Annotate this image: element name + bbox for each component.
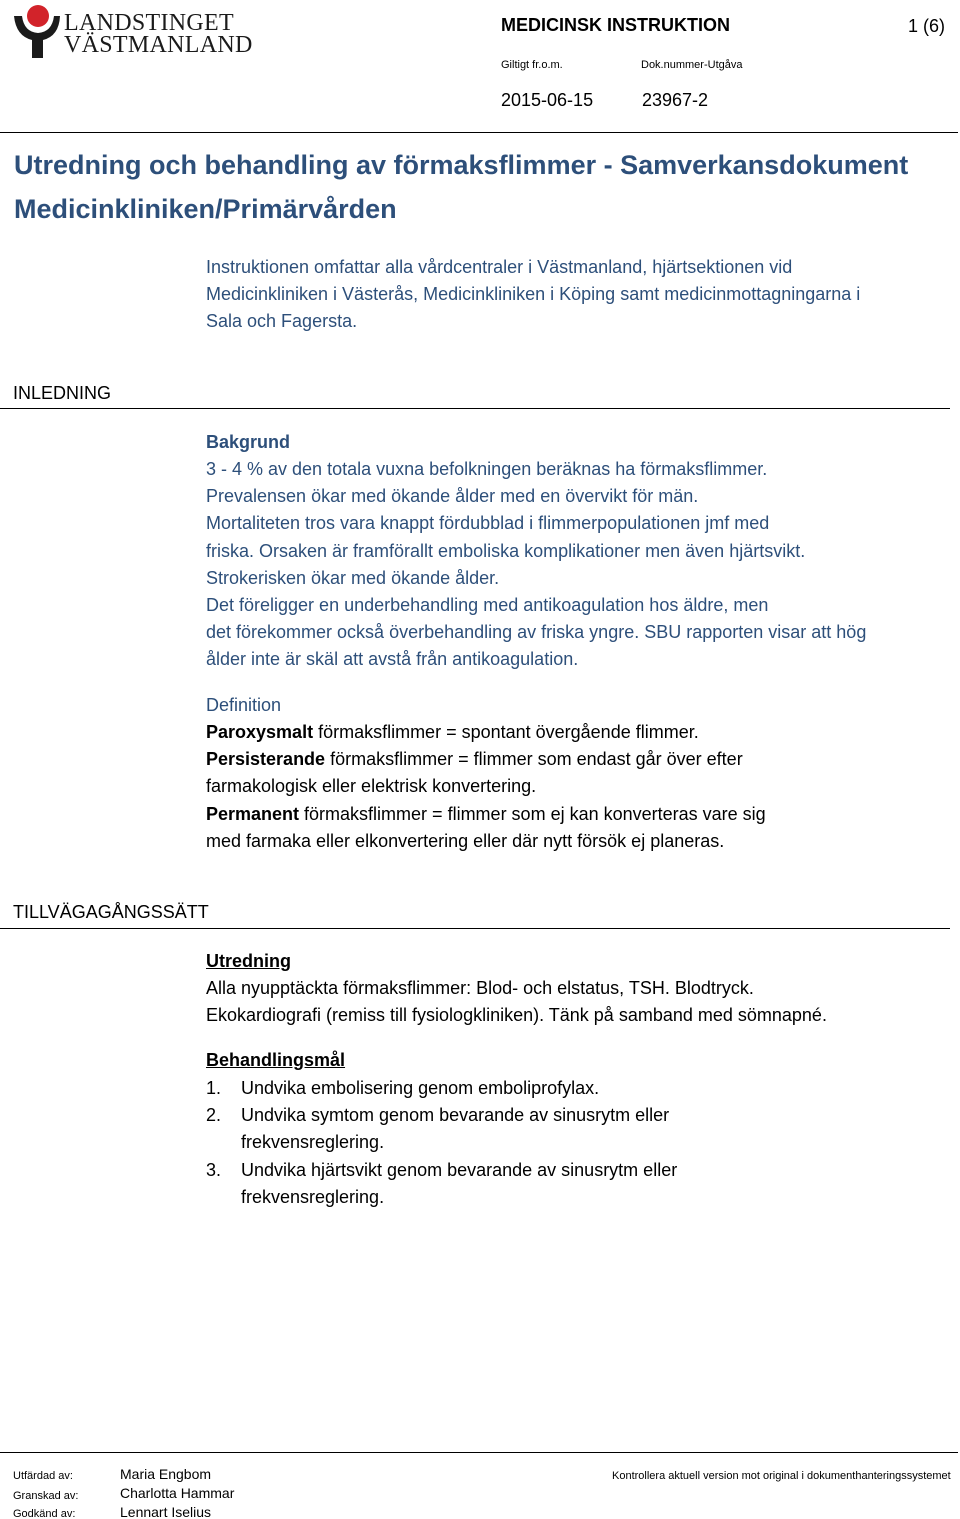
issued-by-label: Utfärdad av: xyxy=(13,1470,73,1482)
definition-item: Persisterande förmaksflimmer = flimmer som endast går över efter xyxy=(206,749,743,770)
logo-emblem-icon xyxy=(12,2,60,58)
definition-item: Permanent förmaksflimmer = flimmer som ej kan konverteras vare sig xyxy=(206,803,766,824)
page-title: Utredning och behandling av förmaksflimmer - Samverkansdokument xyxy=(14,150,909,180)
behandlingsmal-list xyxy=(206,1075,926,1211)
list-item: 3. Undvika hjärtsvikt genom bevarande av sinusrytm eller frekvensreglering. xyxy=(206,1159,678,1207)
issued-by: Maria Engbom xyxy=(120,1466,212,1482)
definition-item: Paroxysmalt förmaksflimmer = spontant övergående flimmer. xyxy=(206,722,699,742)
valid-from-date: 2015-06-15 xyxy=(501,90,594,110)
page-number: 1 (6) xyxy=(908,16,946,36)
doc-number-label: Dok.nummer-Utgåva xyxy=(641,59,743,71)
document-type: MEDICINSK INSTRUKTION xyxy=(501,15,730,35)
section-divider xyxy=(0,928,950,929)
bakgrund-heading: Bakgrund xyxy=(206,432,291,452)
definition-list: Paroxysmalt förmaksflimmer = spontant övergående flimmer. Persisterande förmaksflimmer = flimmer som endast går över efter farmakologisk eller elektrisk konvertering. Permanent förmaksflimmer = flimmer som ej kan konverteras vare sig med farmaka eller elkonvertering eller där nytt försök ej planeras. xyxy=(206,719,766,855)
doc-number: 23967-2 xyxy=(642,90,709,110)
valid-from-label: Giltigt fr.o.m. xyxy=(501,59,563,71)
logo-wordmark: LANDSTINGET VÄSTMANLAND xyxy=(64,10,253,58)
page-subtitle: Medicinkliniken/Primärvården xyxy=(14,194,397,224)
section-divider xyxy=(0,408,950,409)
section-heading-inledning: INLEDNING xyxy=(13,383,112,403)
utredning-paragraph: Alla nyupptäckta förmaksflimmer: Blod- och elstatus, TSH. Blodtryck. Ekokardiografi (remiss till fysiologkliniken). Tänk på samband med sömnapné. xyxy=(206,978,827,1026)
list-item: 1. Undvika embolisering genom emboliprofylax. xyxy=(206,1078,600,1098)
footer-divider xyxy=(0,1452,958,1453)
landstinget-logo xyxy=(12,2,253,58)
bakgrund-paragraph: 3 - 4 % av den totala vuxna befolkningen beräknas ha förmaksflimmer. Prevalensen ökar med ökande ålder med en övervikt för män. Mortaliteten tros vara knappt fördubblad i flimmerpopulationen jmf med friska. Orsaken är framförallt emboliska komplikationer men även hjärtsvikt. Strokerisken ökar med ökande ålder. Det föreligger en underbehandling med antikoagulation hos äldre, men det förekommer också överbehandling av friska yngre. SBU rapporten visar att hög ålder inte är skäl att avstå från antikoagulation. xyxy=(206,459,867,670)
scope-paragraph: Instruktionen omfattar alla vårdcentraler i Västmanland, hjärtsektionen vid Medicinkliniken i Västerås, Medicinkliniken i Köping samt medicinmottagningarna i Sala och Fagersta. xyxy=(206,257,861,332)
header-divider xyxy=(0,132,958,133)
reviewed-by-label: Granskad av: xyxy=(13,1490,79,1502)
approved-by-label: Godkänd av: xyxy=(13,1508,76,1519)
behandlingsmal-heading: Behandlingsmål xyxy=(206,1050,346,1070)
version-control-note: Kontrollera aktuell version mot original i dokumenthanteringssystemet xyxy=(612,1470,951,1482)
list-item: 2. Undvika symtom genom bevarande av sinusrytm eller frekvensreglering. xyxy=(206,1105,670,1153)
reviewed-by: Charlotta Hammar xyxy=(120,1485,235,1501)
utredning-heading: Utredning xyxy=(206,951,291,971)
approved-by: Lennart Iselius xyxy=(120,1504,212,1519)
section-heading-tillvagagangssatt: TILLVÄGAGÅNGSSÄTT xyxy=(13,902,209,922)
definition-heading: Definition xyxy=(206,695,282,715)
